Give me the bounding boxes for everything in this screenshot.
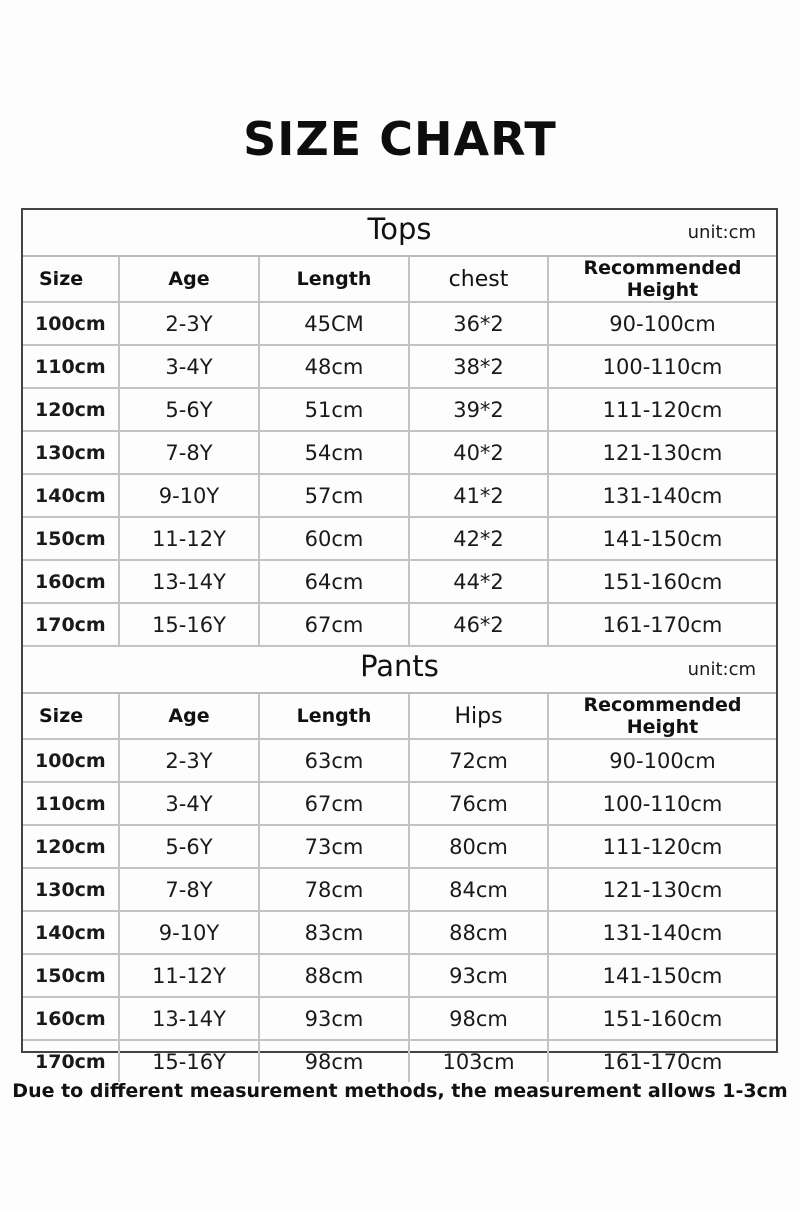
- cell-age: 5-6Y: [119, 388, 259, 431]
- tops-header-row: [23, 257, 776, 302]
- pants-section: [23, 647, 776, 1082]
- cell-measure: 103cm: [409, 1040, 548, 1082]
- header-recommended-height: Recommended Height: [548, 257, 776, 302]
- cell-measure: 88cm: [409, 911, 548, 954]
- cell-recommended-height: 111-120cm: [548, 388, 776, 431]
- cell-length: 98cm: [259, 1040, 409, 1082]
- cell-measure: 46*2: [409, 603, 548, 646]
- cell-size: 120cm: [23, 825, 119, 868]
- cell-measure: 72cm: [409, 739, 548, 782]
- table-row: [23, 388, 776, 431]
- cell-recommended-height: 121-130cm: [548, 431, 776, 474]
- cell-length: 54cm: [259, 431, 409, 474]
- cell-age: 11-12Y: [119, 517, 259, 560]
- cell-size: 170cm: [23, 1040, 119, 1082]
- table-row: [23, 782, 776, 825]
- cell-recommended-height: 151-160cm: [548, 997, 776, 1040]
- cell-age: 15-16Y: [119, 603, 259, 646]
- page-title: SIZE CHART: [243, 112, 557, 166]
- pants-body: [23, 739, 776, 1082]
- header-hips: Hips: [409, 694, 548, 739]
- cell-measure: 39*2: [409, 388, 548, 431]
- cell-size: 160cm: [23, 997, 119, 1040]
- cell-age: 13-14Y: [119, 997, 259, 1040]
- cell-measure: 76cm: [409, 782, 548, 825]
- cell-recommended-height: 90-100cm: [548, 739, 776, 782]
- tops-body: [23, 302, 776, 646]
- cell-length: 93cm: [259, 997, 409, 1040]
- cell-age: 2-3Y: [119, 302, 259, 345]
- cell-length: 51cm: [259, 388, 409, 431]
- cell-measure: 40*2: [409, 431, 548, 474]
- cell-recommended-height: 151-160cm: [548, 560, 776, 603]
- table-row: [23, 997, 776, 1040]
- cell-recommended-height: 100-110cm: [548, 782, 776, 825]
- cell-size: 160cm: [23, 560, 119, 603]
- cell-size: 110cm: [23, 782, 119, 825]
- cell-recommended-height: 161-170cm: [602, 1049, 723, 1074]
- pants-title: Pants: [360, 649, 439, 683]
- cell-measure: 41*2: [409, 474, 548, 517]
- cell-size: 120cm: [23, 388, 119, 431]
- cell-age: 11-12Y: [119, 954, 259, 997]
- table-row: [23, 560, 776, 603]
- cell-age: 15-16Y: [119, 1040, 259, 1082]
- cell-size: 140cm: [23, 911, 119, 954]
- cell-recommended-height: 100-110cm: [548, 345, 776, 388]
- table-row: [23, 739, 776, 782]
- cell-size: 150cm: [23, 954, 119, 997]
- cell-size: 110cm: [23, 345, 119, 388]
- header-age: Age: [119, 257, 259, 302]
- cell-measure: 38*2: [409, 345, 548, 388]
- cell-recommended-height: 141-150cm: [548, 517, 776, 560]
- header-chest: chest: [409, 257, 548, 302]
- size-chart: [21, 208, 778, 1074]
- cell-length: 48cm: [259, 345, 409, 388]
- tops-table: [23, 257, 776, 647]
- cell-age: 13-14Y: [119, 560, 259, 603]
- table-row: [23, 302, 776, 345]
- cell-recommended-height: 121-130cm: [548, 868, 776, 911]
- table-row: [23, 1040, 776, 1082]
- cell-length: 88cm: [259, 954, 409, 997]
- table-row: [23, 603, 776, 646]
- cell-length: 67cm: [259, 603, 409, 646]
- tops-unit: unit:cm: [687, 222, 756, 243]
- tops-title: Tops: [367, 212, 432, 246]
- cell-measure: 36*2: [409, 302, 548, 345]
- footnote: Due to different measurement methods, the measurement allows 1-3cm: [12, 1080, 788, 1102]
- cell-recommended-height: 90-100cm: [548, 302, 776, 345]
- table-row: [23, 911, 776, 954]
- pants-header: [23, 647, 776, 694]
- cell-recommended-height: 161-170cm: [548, 603, 776, 646]
- header-length: Length: [259, 257, 409, 302]
- header-recommended-height: Recommended Height: [548, 694, 776, 739]
- pants-table: [23, 694, 776, 1082]
- tops-header: [23, 210, 776, 257]
- cell-age: 3-4Y: [119, 345, 259, 388]
- table-row: [23, 517, 776, 560]
- cell-measure: 80cm: [409, 825, 548, 868]
- cell-size: 140cm: [23, 474, 119, 517]
- cell-length: 64cm: [259, 560, 409, 603]
- cell-length: 60cm: [259, 517, 409, 560]
- pants-header-row: [23, 694, 776, 739]
- cell-age: 2-3Y: [119, 739, 259, 782]
- cell-age: 7-8Y: [119, 868, 259, 911]
- cell-age: 9-10Y: [119, 474, 259, 517]
- table-row: [23, 474, 776, 517]
- cell-size: 150cm: [23, 517, 119, 560]
- header-size: Size: [23, 694, 119, 739]
- cell-measure: 98cm: [409, 997, 548, 1040]
- header-size: Size: [23, 257, 119, 302]
- cell-age: 3-4Y: [119, 782, 259, 825]
- cell-size: 170cm: [23, 603, 119, 646]
- cell-length: 78cm: [259, 868, 409, 911]
- cell-length: 57cm: [259, 474, 409, 517]
- cell-measure: 44*2: [409, 560, 548, 603]
- cell-recommended-height: 141-150cm: [548, 954, 776, 997]
- cell-size: 130cm: [23, 431, 119, 474]
- cell-size: 100cm: [23, 302, 119, 345]
- cell-length: 63cm: [259, 739, 409, 782]
- cell-age: 5-6Y: [119, 825, 259, 868]
- cell-measure: 84cm: [409, 868, 548, 911]
- header-age: Age: [119, 694, 259, 739]
- cell-length: 83cm: [259, 911, 409, 954]
- table-row: [23, 345, 776, 388]
- table-row: [23, 868, 776, 911]
- cell-size: 100cm: [23, 739, 119, 782]
- cell-recommended-height: 131-140cm: [548, 474, 776, 517]
- cell-recommended-height: 131-140cm: [548, 911, 776, 954]
- cell-length: 45CM: [259, 302, 409, 345]
- tops-section: [23, 210, 776, 647]
- table-row: [23, 954, 776, 997]
- pants-unit: unit:cm: [687, 659, 756, 680]
- cell-recommended-height: 111-120cm: [548, 825, 776, 868]
- cell-measure: 93cm: [409, 954, 548, 997]
- cell-length: 67cm: [259, 782, 409, 825]
- header-length: Length: [259, 694, 409, 739]
- cell-length: 73cm: [259, 825, 409, 868]
- table-row: [23, 825, 776, 868]
- cell-measure: 42*2: [409, 517, 548, 560]
- cell-age: 7-8Y: [119, 431, 259, 474]
- table-row: [23, 431, 776, 474]
- cell-size: 130cm: [23, 868, 119, 911]
- cell-age: 9-10Y: [119, 911, 259, 954]
